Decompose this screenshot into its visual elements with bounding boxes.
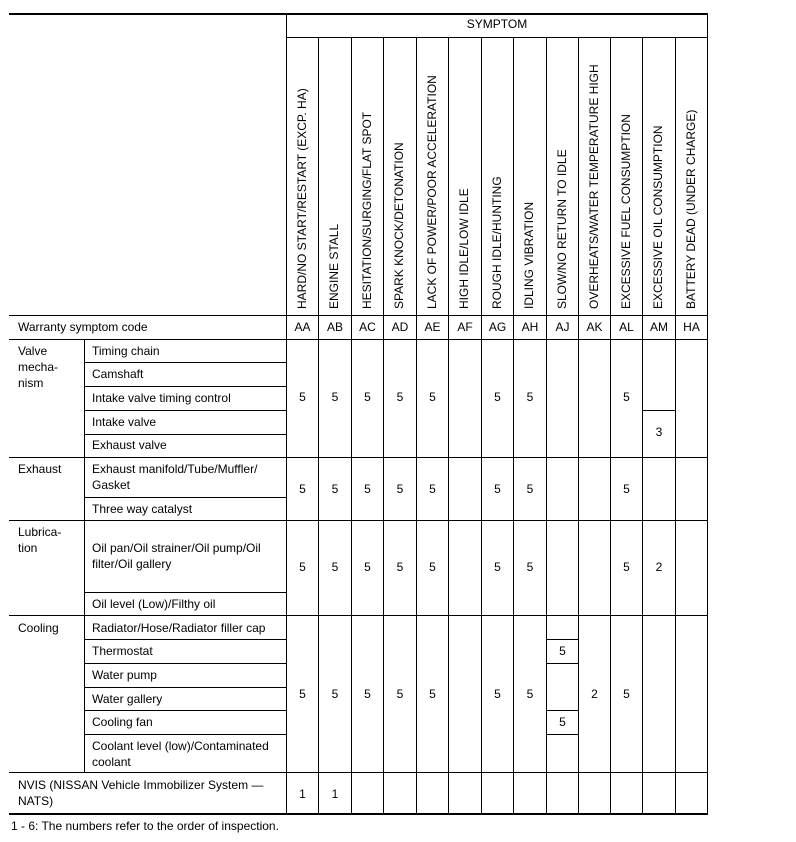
col-header-ab: ENGINE STALL (327, 223, 341, 309)
col-header-ah: IDLING VIBRATION (522, 201, 536, 309)
part-intake-valve-timing-control: Intake valve timing control (92, 391, 231, 405)
group-lubrication: Lubrica- tion (18, 525, 62, 555)
code-al: AL (619, 320, 634, 334)
lube-val-ae: 5 (429, 560, 436, 574)
col-header-ag: ROUGH IDLE/HUNTING (490, 176, 504, 309)
lube-val-ac: 5 (364, 560, 371, 574)
valve-val-ad: 5 (396, 390, 404, 404)
cooling-val-ah: 5 (526, 687, 534, 701)
valve-val-al: 5 (623, 390, 630, 404)
part-exhaust-valve: Exhaust valve (92, 438, 167, 452)
lube-val-ab: 5 (331, 560, 339, 574)
valve-val-am: 3 (655, 425, 663, 439)
lube-val-am: 2 (655, 560, 663, 574)
part-oil-level: Oil level (Low)/Filthy oil (92, 597, 216, 611)
code-ae: AE (424, 320, 441, 334)
exhaust-val-ad: 5 (396, 482, 404, 496)
lube-val-ag: 5 (494, 560, 501, 574)
col-header-aj: SLOW/NO RETURN TO IDLE (555, 149, 569, 309)
part-exhaust-manifold: Exhaust manifold/Tube/Muffler/ Gasket (92, 462, 258, 492)
exhaust-val-ah: 5 (526, 482, 534, 496)
valve-val-aa: 5 (299, 390, 306, 404)
valve-val-ab: 5 (331, 390, 339, 404)
code-aa: AA (294, 320, 311, 334)
group-nvis: NVIS (NISSAN Vehicle Immobilizer System — NATS) (18, 778, 264, 808)
code-ah: AH (521, 320, 539, 334)
col-header-ha: BATTERY DEAD (UNDER CHARGE) (684, 109, 698, 309)
lube-val-ah: 5 (526, 560, 534, 574)
lube-val-al: 5 (623, 560, 630, 574)
part-radiator: Radiator/Hose/Radiator filler cap (92, 621, 266, 635)
cooling-val-ak: 2 (591, 687, 598, 701)
group-valve-mechanism: Valve mecha- nism (18, 344, 59, 390)
nvis-val-aa: 1 (299, 787, 306, 801)
part-oil-pan: Oil pan/Oil strainer/Oil pump/Oil filter/Oil gallery (92, 541, 261, 571)
col-header-ae: LACK OF POWER/POOR ACCELERATION (425, 75, 439, 309)
code-ac: AC (359, 320, 376, 334)
cooling-val-ae: 5 (429, 687, 436, 701)
part-timing-chain: Timing chain (92, 344, 160, 358)
valve-val-ag: 5 (494, 390, 501, 404)
part-water-gallery: Water gallery (92, 692, 163, 706)
code-ab: AB (326, 320, 343, 334)
code-ak: AK (586, 320, 603, 334)
cooling-val-ag: 5 (494, 687, 501, 701)
col-header-am: EXCESSIVE OIL CONSUMPTION (651, 125, 665, 309)
group-cooling: Cooling (18, 621, 59, 635)
part-camshaft: Camshaft (92, 367, 144, 381)
part-three-way-catalyst: Three way catalyst (92, 502, 193, 516)
part-water-pump: Water pump (92, 668, 157, 682)
cooling-val-ad: 5 (396, 687, 404, 701)
exhaust-val-al: 5 (623, 482, 630, 496)
code-am: AM (650, 320, 668, 334)
part-thermostat: Thermostat (92, 644, 153, 658)
exhaust-val-ab: 5 (331, 482, 339, 496)
group-exhaust: Exhaust (18, 462, 62, 476)
col-header-af: HIGH IDLE/LOW IDLE (457, 188, 471, 309)
lube-val-aa: 5 (299, 560, 306, 574)
code-af: AF (457, 320, 473, 334)
lube-val-ad: 5 (396, 560, 404, 574)
footnote: 1 - 6: The numbers refer to the order of inspection. (11, 819, 279, 833)
col-header-ac: HESITATION/SURGING/FLAT SPOT (360, 111, 374, 309)
col-header-aa: HARD/NO START/RESTART (EXCP. HA) (295, 88, 309, 309)
cooling-val-ac: 5 (364, 687, 371, 701)
cooling-val-ab: 5 (331, 687, 339, 701)
code-ag: AG (488, 320, 507, 334)
cooling-val-aj-cooling-fan: 5 (559, 715, 566, 729)
part-coolant-level: Coolant level (low)/Contaminated coolant (92, 739, 269, 769)
col-header-ad: SPARK KNOCK/DETONATION (392, 142, 406, 309)
exhaust-val-ae: 5 (429, 482, 436, 496)
valve-val-ac: 5 (364, 390, 371, 404)
symptom-header: SYMPTOM (466, 17, 528, 31)
code-ad: AD (391, 320, 409, 334)
valve-val-ah: 5 (526, 390, 534, 404)
part-cooling-fan: Cooling fan (92, 715, 153, 729)
nvis-val-ab: 1 (331, 787, 339, 801)
col-header-al: EXCESSIVE FUEL CONSUMPTION (619, 114, 633, 309)
part-intake-valve: Intake valve (92, 415, 157, 429)
valve-val-ae: 5 (429, 390, 436, 404)
cooling-val-aj-thermostat: 5 (559, 644, 566, 658)
cooling-val-al: 5 (623, 687, 630, 701)
warranty-label: Warranty symptom code (18, 320, 148, 334)
exhaust-val-ag: 5 (494, 482, 501, 496)
code-ha: HA (683, 320, 700, 334)
code-aj: AJ (555, 320, 570, 334)
col-header-ak: OVERHEATS/WATER TEMPERATURE HIGH (587, 64, 601, 309)
exhaust-val-aa: 5 (299, 482, 306, 496)
cooling-val-aa: 5 (299, 687, 306, 701)
exhaust-val-ac: 5 (364, 482, 371, 496)
